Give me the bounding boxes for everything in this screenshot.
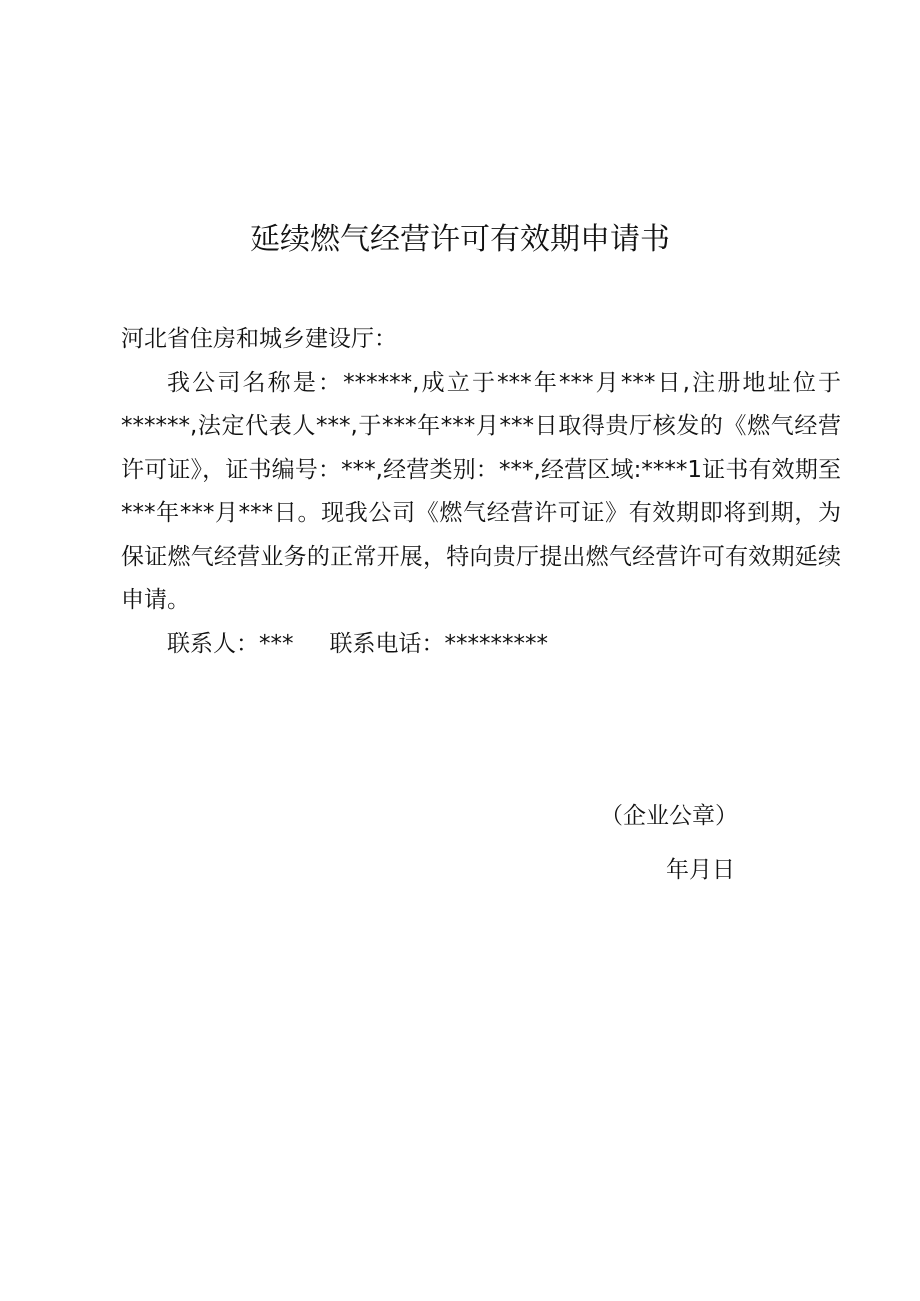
contact-phone: 联系电话：*********	[329, 630, 548, 657]
document-body	[121, 318, 841, 666]
contact-person: 联系人：***	[167, 630, 294, 657]
date-label: 年月日	[666, 857, 735, 883]
salutation: 河北省住房和城乡建设厅：	[121, 326, 397, 352]
application-paragraph: 我公司名称是：******,成立于***年***月***日,注册地址位于******,法定代表人***,于***年***月***日取得贵厅核发的《燃气经营许可证》，证书编号：***,经营类别：***,经营区域:****1证书有效期至***年***月***日。现我公司《燃气经营许可证》有效期即将到期，为保证燃气经营业务的正常开展，特向贵厅提出燃气经营许可有效期延续申请。	[121, 369, 841, 613]
document-title: 延续燃气经营许可有效期申请书	[250, 222, 670, 257]
contact-line	[121, 623, 841, 667]
company-seal-label: （企业公章）	[600, 803, 738, 829]
